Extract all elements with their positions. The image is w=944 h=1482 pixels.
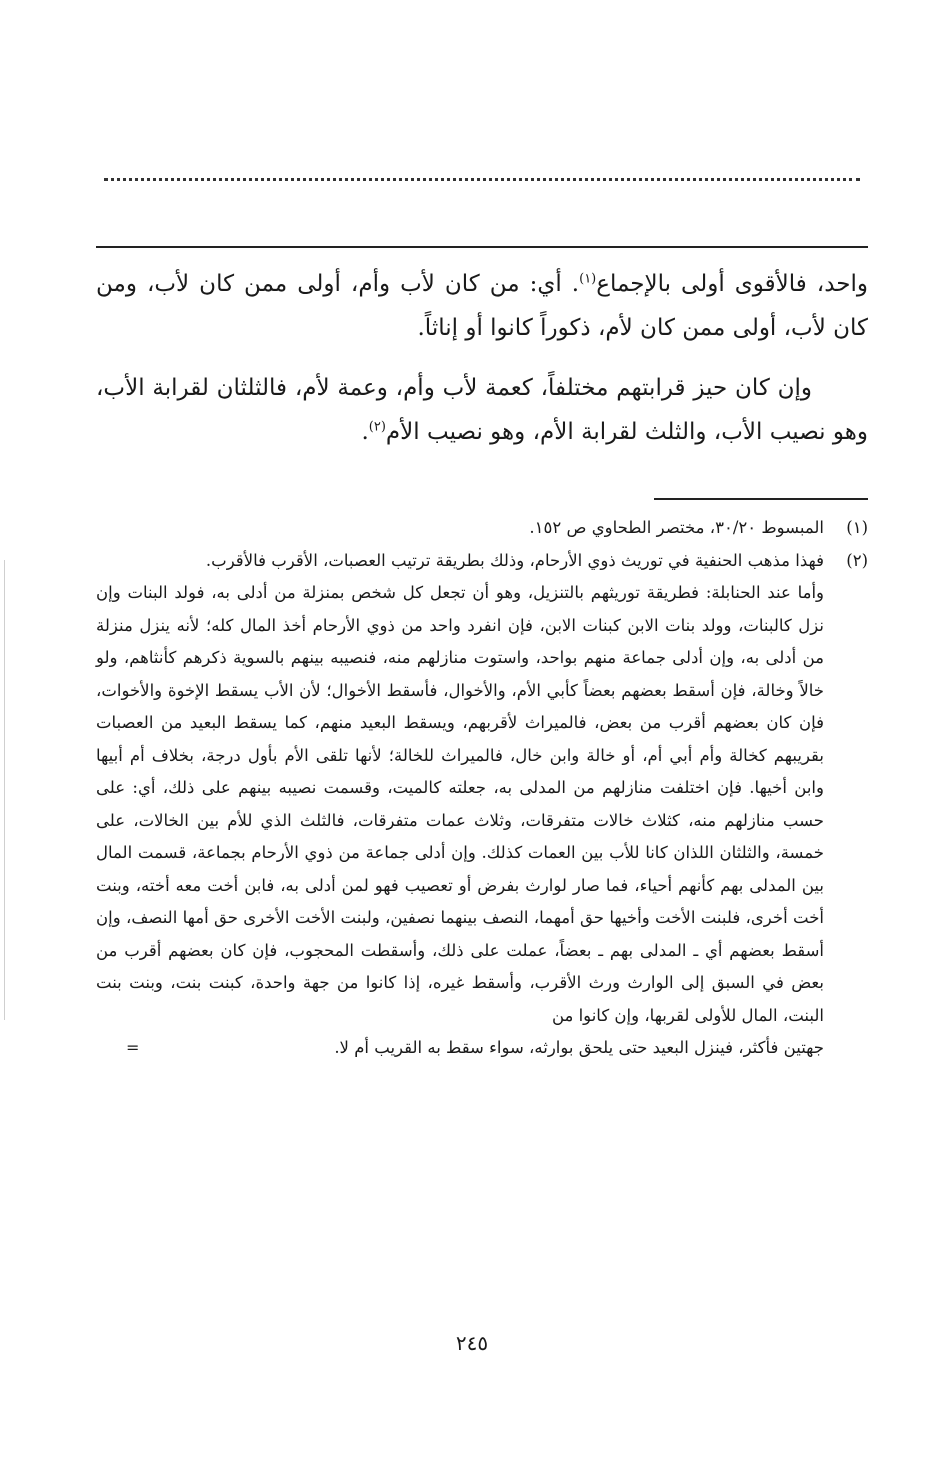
paragraph-2-text-b: . [361,419,369,445]
footnote-ref-2[interactable]: (٢) [368,419,386,435]
continuation-mark: = [126,1038,140,1057]
footnote-rule [654,498,868,500]
footnote-1-text: المبسوط ٣٠/٢٠، مختصر الطحاوي ص ١٥٢. [529,518,824,537]
footnote-2-text: فهذا مذهب الحنفية في توريث ذوي الأرحام، وذلك بطريقة ترتيب العصبات، الأقرب فالأقرب. [205,550,824,570]
paragraph-1-text-b: . أي: من كان لأب وأم، أولى ممن كان لأب، ومن كان لأب، أولى ممن كان لأم، ذكوراً كانوا أو إناثاً. [96,271,868,341]
page-number: ٢٤٥ [455,1331,489,1355]
footnotes [96,512,868,1065]
footnote-1 [96,512,868,545]
footnote-2 [96,545,868,578]
top-rule [96,246,868,248]
scan-margin-line [4,560,5,1020]
footnote-2-last-line-text: جهتين فأكثر، فينزل البعيد حتى يلحق بوارثه، سواء سقط به القريب أم لا. [334,1038,824,1057]
footnote-2-continuation-text: وأما عند الحنابلة: فطريقة توريثهم بالتنزيل، وهو أن تجعل كل شخص بمنزلة من أدلى به، فولد البنات وإن نزل كالبنات، وولد بنات الابن كبنات الابن، فإن انفرد واحد من ذوي الأرحام أخذ المال كله؛ لأنه ينزل منزلة من أدلى به، وإن أدلى جماعة منهم بواحد، واستوت منازلهم منه، فنصيبه بينهم بالسوية ذكرهم كأنثاهم، ولو خالاً وخالة، فإن أسقط بعضهم بعضاً كأبي الأم، والأخوال، فأسقط الأخوال؛ لأن الأب يسقط الإخوة والأخوات، فإن كان بعضهم أقرب من بعض، فالميراث لأقربهم، ويسقط البعيد منهم، كما يسقط البعيد من العصبات بقريبهم كخالة وأم أبي أم، أو خالة وابن خال، فالميراث للخالة؛ لأنها تلقى الأم بأول درجة، بخلاف أم أبيها وابن أخيها. فإن اختلفت منازلهم من المدلى به، جعلته كالميت، وقسمت نصيبه بينهم على ذلك، أي: على حسب منازلهم منه، كثلاث خالات متفرقات، وثلاث عمات متفرقات، فالثلث الذي للأم بين الخالات، على خمسة، والثلثان اللذان كانا للأب بين العمات كذلك. وإن أدلى جماعة من ذوي الأرحام بجماعة، قسمت المال بين المدلى بهم كأنهم أحياء، فما صار لوارث بفرض أو تعصيب فهو لمن أدلى به، فابن أخت معه أخته، وبنت أخت أخرى، فلبنت الأخت وأخيها حق أمهما، النصف بينهما نصفين، ولبنت الأخت الأخرى حق أمها النصف، وإن أسقط بعضهم أي ـ المدلى بهم ـ بعضاً، عملت على ذلك، وأسقطت المحجوب، فإن كان بعضهم أقرب من بعض في السبق إلى الوارث ورث الأقرب، وأسقط غيره، إذا كانوا من جهة واحدة، كبنت بنت، وبنت بنت البنت، المال للأولى لقربها، وإن كانوا من [96,583,824,1025]
paragraph-2-text-a: وإن كان حيز قرابتهم مختلفاً، كعمة لأب وأم، وعمة لأم، فالثلثان لقرابة الأب، وهو نصيب الأب، والثلث لقرابة الأم، وهو نصيب الأم [96,375,868,445]
main-text [96,262,868,454]
footnote-ref-1[interactable]: (١) [579,271,597,287]
footnote-2-number: (٢) [846,550,868,570]
footnote-1-number: (١) [846,518,868,537]
footnote-2-continuation [96,577,824,1065]
paragraph-1 [96,262,868,350]
dotted-separator [104,178,860,181]
paragraph-1-text-a: واحد، فالأقوى أولى بالإجماع [596,271,868,297]
paragraph-2 [96,366,868,454]
footnote-2-last-line [96,1032,824,1065]
